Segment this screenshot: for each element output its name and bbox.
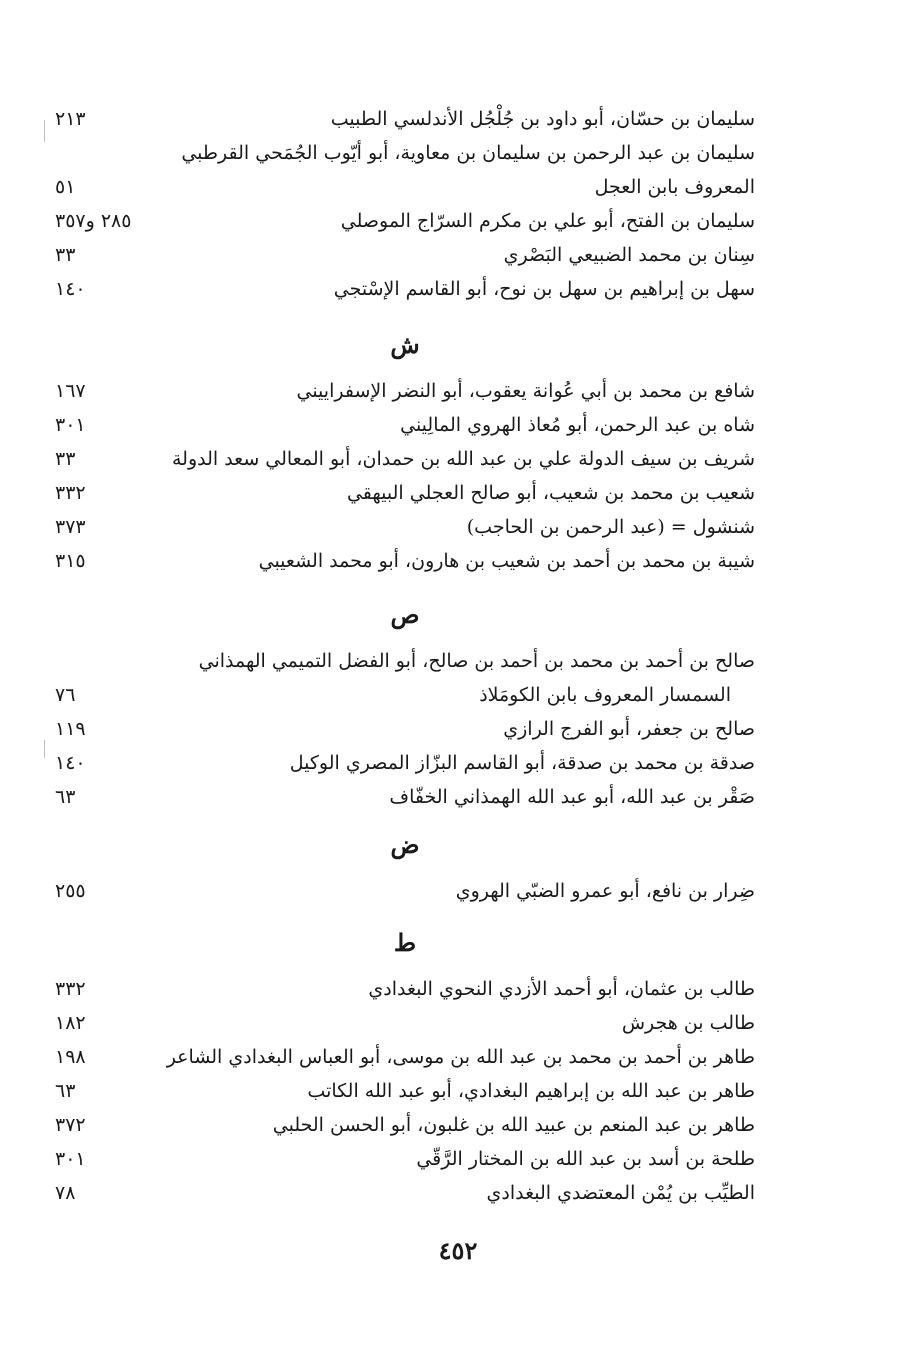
index-entry [55, 972, 755, 1006]
entry-pages: ٢١٣ [55, 108, 86, 130]
entry-name: طلحة بن أسد بن عبد الله بن المختار الرَّقّي [416, 1148, 755, 1170]
entry-name: شعيب بن محمد بن شعيب، أبو صالح العجلي البيهقي [346, 482, 755, 504]
index-entry [55, 170, 755, 204]
entry-pages: ٧٦ [55, 684, 76, 706]
entry-name: ضِرار بن نافع، أبو عمرو الضبّي الهروي [455, 880, 755, 902]
entry-pages: ١٦٧ [55, 380, 86, 402]
section-letter-ta: ط [393, 928, 417, 957]
entry-name: صدقة بن محمد بن صدقة، أبو القاسم البزّاز المصري الوكيل [289, 752, 755, 774]
section-ta [55, 972, 755, 1210]
index-entry [55, 874, 755, 908]
index-entry [55, 102, 755, 136]
entry-pages: ٥١ [55, 176, 76, 198]
entry-pages: ٢٥٥ [55, 880, 86, 902]
entry-pages: ١٩٨ [55, 1046, 86, 1068]
entry-pages: ٣٧٣ [55, 516, 86, 538]
entry-name: سليمان بن عبد الرحمن بن سليمان بن معاوية، أبو أيّوب الجُمَحي القرطبي [181, 142, 755, 164]
index-entry [55, 510, 755, 544]
section-sin [55, 102, 755, 306]
entry-pages: ١٨٢ [55, 1012, 86, 1034]
entry-pages: ٣٠١ [55, 414, 86, 436]
index-entry [55, 1074, 755, 1108]
index-entry [55, 746, 755, 780]
entry-pages: ٢٨٥ و٣٥٧ [55, 210, 132, 232]
page-number: ٤٥٢ [438, 1236, 478, 1265]
entry-name: الطيِّب بن يُمْن المعتضدي البغدادي [486, 1182, 755, 1204]
entry-name: سِنان بن محمد الضبيعي البَصْري [503, 244, 755, 266]
index-entry [55, 238, 755, 272]
entry-pages: ٣٧٢ [55, 1114, 86, 1136]
index-entry [55, 476, 755, 510]
entry-pages: ١٤٠ [55, 278, 86, 300]
entry-name: طاهر بن عبد المنعم بن عبيد الله بن غلبون، أبو الحسن الحلبي [272, 1114, 755, 1136]
section-letter-dad: ض [390, 830, 420, 859]
entry-pages: ٣٣٢ [55, 978, 86, 1000]
index-entry [55, 408, 755, 442]
entry-pages: ١١٩ [55, 718, 86, 740]
entry-pages: ٧٨ [55, 1182, 76, 1204]
section-shin [55, 374, 755, 578]
margin-mark [44, 120, 45, 142]
entry-pages: ١٤٠ [55, 752, 86, 774]
margin-mark [44, 740, 45, 758]
entry-name: طاهر بن أحمد بن محمد بن عبد الله بن موسى، أبو العباس البغدادي الشاعر [166, 1046, 755, 1068]
entry-name: سليمان بن الفتح، أبو علي بن مكرم السرّاج الموصلي [340, 210, 755, 232]
entry-name: صالح بن أحمد بن محمد بن أحمد بن صالح، أبو الفضل التميمي الهمذاني [198, 650, 755, 672]
entry-name: صَقْر بن عبد الله، أبو عبد الله الهمذاني الخفّاف [389, 786, 755, 808]
index-entry [55, 374, 755, 408]
section-sad [55, 644, 755, 814]
index-entry [55, 780, 755, 814]
index-entry [55, 712, 755, 746]
entry-pages: ٣٠١ [55, 1148, 86, 1170]
index-entry [55, 1006, 755, 1040]
entry-name: شريف بن سيف الدولة علي بن عبد الله بن حمدان، أبو المعالي سعد الدولة [171, 448, 755, 470]
index-entry [55, 204, 755, 238]
index-entry [55, 442, 755, 476]
entry-name: صالح بن جعفر، أبو الفرج الرازي [503, 718, 755, 740]
index-entry [55, 272, 755, 306]
section-letter-sad: ص [390, 600, 420, 629]
index-entry [55, 1176, 755, 1210]
index-entry [55, 1040, 755, 1074]
entry-name: السمسار المعروف بابن الكومَلاذ [479, 684, 731, 706]
index-entry [55, 1108, 755, 1142]
entry-name: طالب بن عثمان، أبو أحمد الأزدي النحوي البغدادي [368, 978, 755, 1000]
section-letter-shin: ش [390, 330, 420, 359]
entry-pages: ٣١٥ [55, 550, 86, 572]
index-entry [55, 644, 755, 678]
entry-name: سليمان بن حسّان، أبو داود بن جُلْجُل الأندلسي الطبيب [330, 108, 755, 130]
entry-name: شافع بن محمد بن أبي عُوانة يعقوب، أبو النضر الإسفراييني [296, 380, 755, 402]
entry-name: شاه بن عبد الرحمن، أبو مُعاذ الهروي المالِيني [400, 414, 755, 436]
index-entry [55, 678, 755, 712]
entry-pages: ٣٣ [55, 244, 76, 266]
entry-name: طاهر بن عبد الله بن إبراهيم البغدادي، أبو عبد الله الكاتب [307, 1080, 755, 1102]
entry-name: شيبة بن محمد بن أحمد بن شعيب بن هارون، أبو محمد الشعيبي [258, 550, 755, 572]
entry-pages: ٣٣ [55, 448, 76, 470]
entry-name: سهل بن إبراهيم بن سهل بن نوح، أبو القاسم الإسْتجي [333, 278, 755, 300]
entry-name: شنشول = (عبد الرحمن بن الحاجب) [466, 516, 755, 538]
entry-name: المعروف بابن العجل [594, 176, 755, 198]
index-entry [55, 1142, 755, 1176]
index-entry [55, 136, 755, 170]
section-dad [55, 874, 755, 908]
entry-pages: ٣٣٢ [55, 482, 86, 504]
entry-name: طالب بن هجرش [621, 1012, 755, 1034]
index-entry [55, 544, 755, 578]
entry-pages: ٦٣ [55, 1080, 76, 1102]
entry-pages: ٦٣ [55, 786, 76, 808]
